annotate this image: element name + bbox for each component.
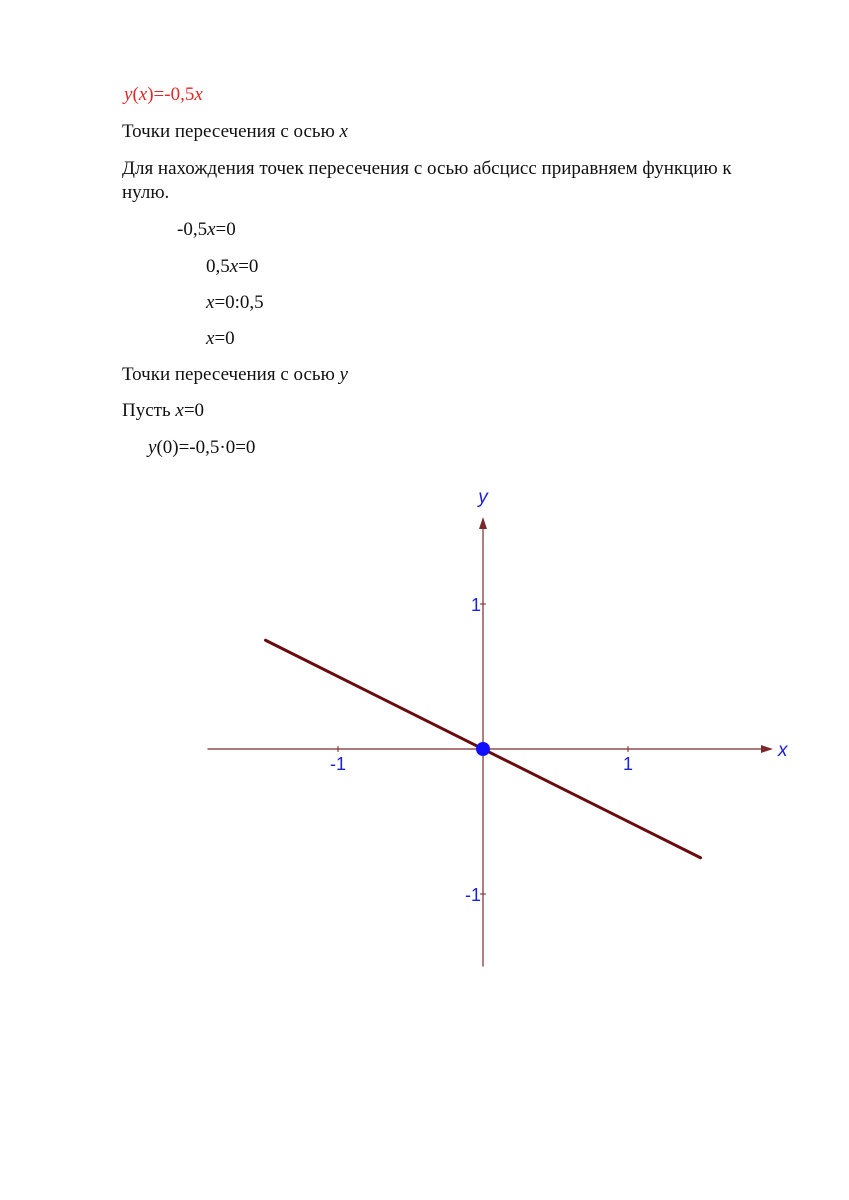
y-calculation: y(0)=-0,5·0=0 (148, 437, 256, 458)
x-axis-arrow (761, 745, 773, 753)
y-tick-label: -1 (464, 885, 481, 905)
let-statement: Пусть x=0 (122, 400, 205, 421)
equation-step-3: x=0:0,5 (206, 292, 264, 313)
x-intersection-heading: Точки пересечения с осью x (122, 121, 348, 142)
y-tick-label: 1 (470, 595, 481, 615)
y-intersection-heading: Точки пересечения с осью y (122, 364, 348, 385)
equation-step-4: x=0 (206, 328, 235, 349)
intersection-point (476, 742, 490, 756)
function-definition: y(x)=-0,5x (124, 84, 203, 105)
x-axis-label: x (778, 740, 788, 761)
y-axis-label: y (478, 487, 488, 508)
equation-step-2: 0,5x=0 (206, 256, 259, 277)
x-tick-label: -1 (329, 754, 347, 774)
y-axis-arrow (479, 517, 487, 529)
x-tick-label: 1 (622, 754, 634, 774)
equation-step-1: -0,5x=0 (177, 219, 236, 240)
x-intersection-description: Для нахождения точек пересечения с осью абсцисс приравняем функцию к нулю. (122, 158, 732, 203)
